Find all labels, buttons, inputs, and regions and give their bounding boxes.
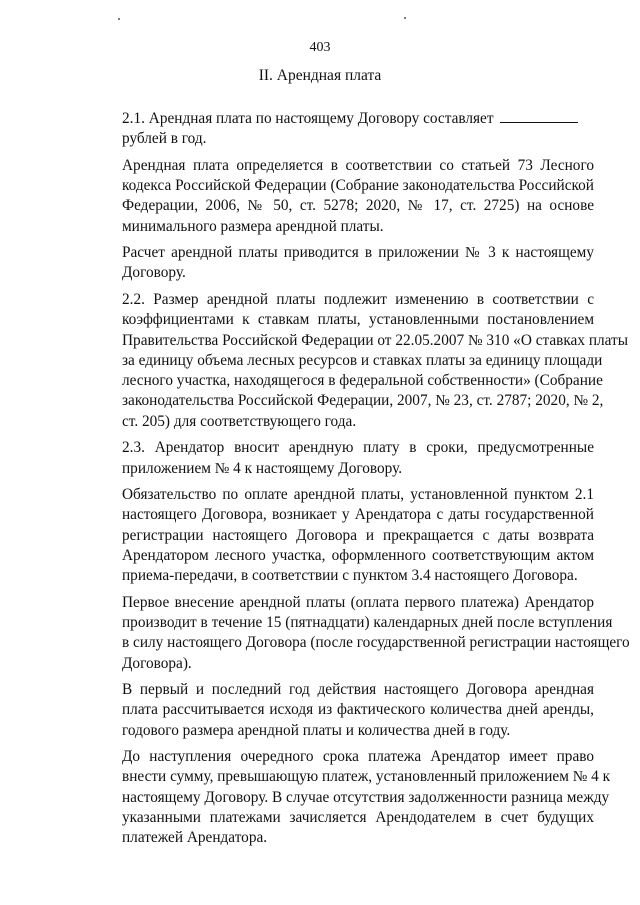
section-title: II. Арендная плата xyxy=(258,67,382,84)
paragraph-line: До наступления очередного срока платежа Арендатор имеет право xyxy=(122,748,594,766)
paragraph-line: ст. 205) для соответствующего года. xyxy=(122,412,357,430)
paragraph-line: за единицу объема лесных ресурсов и ставках платы за единицу площади xyxy=(122,351,603,369)
paragraph-line: платежей Арендатора. xyxy=(122,829,268,847)
paragraph-line: Первое внесение арендной платы (оплата первого платежа) Арендатор xyxy=(122,593,594,611)
paragraph-line: Арендатором лесного участка, оформленного соответствующим актом xyxy=(122,546,594,564)
paragraph-line: в силу настоящего Договора (после государственной регистрации настоящего xyxy=(122,634,630,652)
document-body xyxy=(92,108,630,855)
paragraph-line: Правительства Российской Федерации от 22.05.2007 № 310 «О ставках платы xyxy=(122,331,628,349)
paragraph xyxy=(92,593,630,674)
paragraph-line: коэффициентами к ставкам платы, установленными постановлением xyxy=(122,311,594,329)
paragraph-line: настоящему Договору. В случае отсутствия задолженности разница между xyxy=(122,788,610,806)
paragraph-line: приложением № 4 к настоящему Договору. xyxy=(122,459,403,477)
paragraph-line: внести сумму, превышающую платеж, установленный приложением № 4 к xyxy=(122,768,611,786)
paragraph xyxy=(92,485,594,586)
paragraph xyxy=(92,156,594,237)
paragraph-line: годового размера арендной платы и количества дней в году. xyxy=(122,721,511,739)
paragraph-line: 2.3. Арендатор вносит арендную плату в сроки, предусмотренные xyxy=(122,439,594,457)
paragraph xyxy=(92,290,628,432)
paragraph-line: Арендная плата определяется в соответствии со статьей 73 Лесного xyxy=(122,156,594,174)
scan-speck xyxy=(404,17,406,19)
paragraph-line: Договору. xyxy=(122,264,186,282)
paragraph-line: кодекса Российской Федерации (Собрание законодательства Российской xyxy=(122,177,594,195)
paragraph-line: настоящего Договора, возникает у Арендатора с даты государственной xyxy=(122,506,594,524)
paragraph-line: Федерации, 2006, № 50, ст. 5278; 2020, № 17, ст. 2725) на основе xyxy=(122,197,594,215)
paragraph-line: производит в течение 15 (пятнадцати) календарных дней после вступления xyxy=(122,613,613,631)
paragraph-line: 2.2. Размер арендной платы подлежит изменению в соответствии с xyxy=(122,290,594,308)
paragraph-line: Расчет арендной платы приводится в приложении № 3 к настоящему xyxy=(122,244,594,262)
paragraph xyxy=(92,680,594,741)
scan-speck xyxy=(118,18,120,20)
paragraph-line: Договора). xyxy=(122,654,192,672)
blank-fill-line xyxy=(500,108,578,123)
paragraph xyxy=(92,438,594,479)
paragraph-line: 2.1. Арендная плата по настоящему Договору составляет xyxy=(92,108,594,129)
paragraph-line: регистрации настоящего Договора и прекращается с даты возврата xyxy=(122,526,594,544)
paragraph-line: лесного участка, находящегося в федеральной собственности» (Собрание xyxy=(122,372,603,390)
paragraph-line: минимального размера арендной платы. xyxy=(122,217,384,235)
paragraph-line: В первый и последний год действия настоящего Договора арендная xyxy=(122,681,594,699)
paragraph-line: законодательства Российской Федерации, 2007, № 23, ст. 2787; 2020, № 2, xyxy=(122,392,604,410)
paragraph-line: приема-передачи, в соответствии с пунктом 3.4 настоящего Договора. xyxy=(122,567,578,585)
paragraph-line: плата рассчитывается исходя из фактического количества дней аренды, xyxy=(122,701,594,719)
paragraph-line: рублей в год. xyxy=(122,130,207,148)
paragraph xyxy=(92,747,611,848)
page-number: 403 xyxy=(309,40,331,55)
paragraph-line: указанными платежами зачисляется Арендодателем в счет будущих xyxy=(122,809,594,826)
paragraph-line: Обязательство по оплате арендной платы, установленной пунктом 2.1 xyxy=(122,485,594,503)
paragraph xyxy=(92,108,594,150)
paragraph xyxy=(92,243,594,284)
